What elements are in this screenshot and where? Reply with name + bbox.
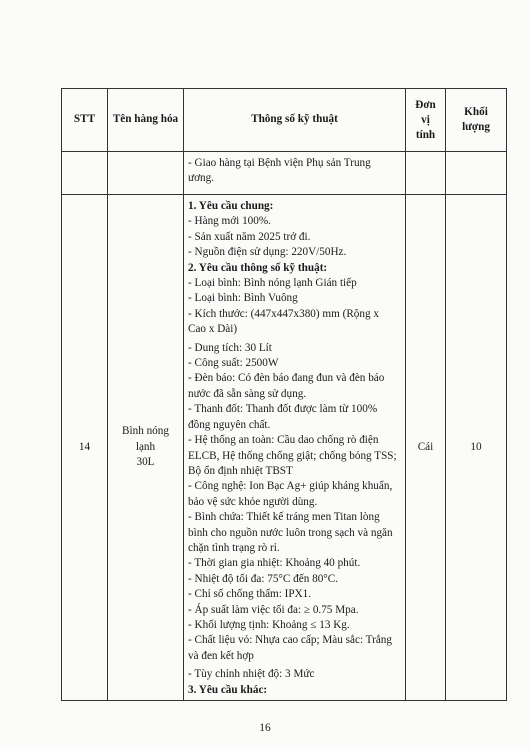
header-unit [406, 89, 446, 152]
bleed-through-text: · · · · · · · · · · · · · · · · · · · · · · · · · · · · · · · · · [120, 70, 253, 78]
spec-line: ELCB, Hệ thống chống giật; chống bỏng TSS; [188, 449, 397, 462]
header-unit-line: tính [415, 128, 436, 141]
item-qty: 10 [446, 195, 507, 701]
item-stt: 14 [62, 195, 108, 701]
header-qty-line: lượng [462, 121, 490, 133]
spec-heading: 3. Yêu cầu khác: [188, 683, 268, 696]
header-spec: Thông số kỹ thuật [184, 89, 406, 152]
spec-line: đồng nguyên chất. [188, 418, 271, 431]
spec-line: - Nguồn điện sử dụng: 220V/50Hz. [188, 246, 347, 259]
spec-line: - Tùy chỉnh nhiệt độ: 3 Mức [188, 668, 315, 681]
spec-line: - Khối lượng tịnh: Khoảng ≤ 13 Kg. [188, 618, 350, 631]
spec-heading: 1. Yêu cầu chung: [188, 200, 274, 212]
spec-table [61, 88, 507, 701]
table-row [62, 152, 507, 195]
spec-line: - Sản xuất năm 2025 trở đi. [188, 230, 311, 243]
spec-line: Cao x Dài) [188, 323, 238, 336]
spec-line: ương. [188, 172, 214, 185]
spec-line: - Chất liệu vỏ: Nhựa cao cấp; Màu sắc: Trắng [188, 634, 392, 647]
spec-line: bảo vệ sức khỏe người dùng. [188, 495, 318, 508]
item-unit: Cái [406, 195, 446, 701]
cell-empty [108, 152, 184, 195]
spec-heading: 2. Yêu cầu thông số kỹ thuật: [188, 261, 328, 274]
cell-empty [406, 152, 446, 195]
spec-line: - Kích thước: (447x447x380) mm (Rộng x [188, 307, 379, 320]
table-header-row [62, 89, 507, 152]
header-name: Tên hàng hóa [108, 89, 184, 152]
header-unit-line: vị [421, 113, 430, 126]
header-qty [446, 89, 507, 152]
spec-line: - Nhiệt độ tối đa: 75°C đến 80°C. [188, 572, 339, 585]
page-number: 16 [259, 722, 271, 734]
item-name-line: Bình nóng lạnh [122, 425, 169, 453]
spec-line: - Loại bình: Bình Vuông [188, 292, 298, 305]
spec-line: - Áp suất làm việc tối đa: ≥ 0.75 Mpa. [188, 603, 359, 616]
spec-line: bình cho nguồn nước luôn trong sạch và ngăn [188, 526, 393, 539]
item-spec [184, 195, 406, 701]
spec-line: chặn tình trạng rò rỉ. [188, 541, 280, 554]
item-name [108, 195, 184, 701]
spec-line: - Dung tích: 30 Lít [188, 341, 272, 354]
cell-empty [62, 152, 108, 195]
spec-line: - Công suất: 2500W [188, 357, 279, 370]
header-qty-line: Khối [464, 106, 488, 118]
spec-line: - Hệ thống an toàn: Cầu dao chống rò điện [188, 434, 379, 447]
spec-line: và đen kết hợp [188, 649, 254, 662]
spec-line: - Chỉ số chống thấm: IPX1. [188, 588, 312, 601]
spec-line: Bộ ổn định nhiệt TBST [188, 464, 293, 477]
header-unit-line: Đơn [415, 98, 436, 111]
spec-line: - Thời gian gia nhiệt: Khoảng 40 phút. [188, 557, 361, 570]
cell-empty [446, 152, 507, 195]
spec-line: - Hàng mới 100%. [188, 215, 271, 228]
spec-line: nước đã sẵn sàng sử dụng. [188, 387, 307, 400]
spec-line: - Đèn báo: Có đèn báo đang đun và đèn báo [188, 372, 385, 385]
spec-line: - Công nghệ: Ion Bạc Ag+ giúp kháng khuẩn, [188, 480, 393, 493]
continuation-cell [184, 152, 406, 195]
spec-line: - Giao hàng tại Bệnh viện Phụ sản Trung [188, 157, 371, 169]
table-row [62, 195, 507, 701]
header-stt: STT [62, 89, 108, 152]
item-name-line: 30L [136, 456, 155, 469]
spec-line: - Thanh đốt: Thanh đốt được làm từ 100% [188, 403, 378, 416]
spec-line: - Loại bình: Bình nóng lạnh Gián tiếp [188, 277, 357, 290]
spec-line: - Bình chứa: Thiết kế tráng men Titan lòng [188, 511, 380, 524]
